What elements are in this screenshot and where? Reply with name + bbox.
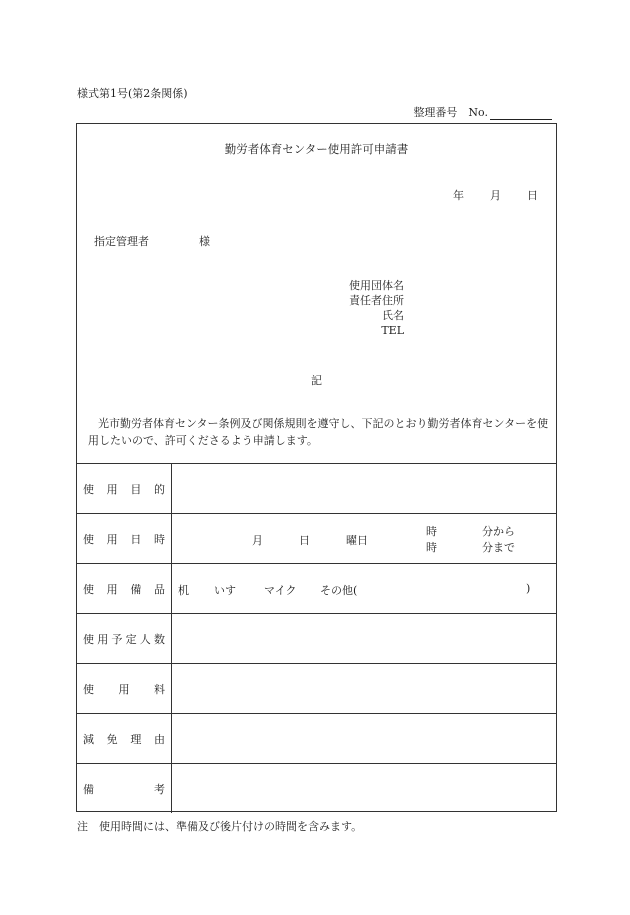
attendees-field[interactable] [172,614,556,663]
fee-field[interactable] [172,664,556,713]
datetime-field[interactable] [172,514,556,563]
detail-table [77,463,556,813]
row-label-equipment: 使 用 備 品 [77,564,172,613]
form-header [77,124,556,464]
equip-close-paren: ) [526,582,531,595]
row-label-remarks: 備 考 [77,764,172,813]
row-label-exemption: 減 免 理 由 [77,714,172,763]
application-statement: 光市勤労者体育センター条例及び関係規則を遵守し、下記のとおり勤労者体育センターを使用したいので、許可くださるよう申請します。 [88,417,549,447]
table-row [77,713,556,763]
form-title: 勤労者体育センター使用許可申請書 [224,142,409,156]
exemption-reason-field[interactable] [172,714,556,763]
dt-hour-start: 時 [426,525,437,538]
control-number-field[interactable] [490,107,552,120]
table-row [77,763,556,813]
control-number [413,104,552,120]
equip-other: その他( [320,584,358,597]
dt-weekday: 曜日 [346,534,368,547]
applicant-tel: TEL [381,324,404,337]
dt-month: 月 [252,534,263,547]
equipment-field[interactable] [172,564,556,613]
dt-hour-end: 時 [426,541,437,554]
applicant-group: 使用団体名 [349,279,404,292]
date-month: 月 [490,189,501,202]
row-label-fee: 使 用 料 [77,664,172,713]
date-year: 年 [453,189,464,202]
ki-marker: 記 [311,374,322,387]
table-row [77,563,556,613]
row-label-attendees: 使 用 予 定 人 数 [77,614,172,663]
table-row [77,513,556,563]
row-label-datetime: 使 用 日 時 [77,514,172,563]
form-reference: 様式第1号(第2条関係) [77,87,188,100]
equip-chair: いす [214,584,236,597]
applicant-address: 責任者住所 [349,294,404,307]
application-form [76,123,557,812]
addressee-name: 指定管理者 [94,235,149,248]
equip-mic: マイク [264,584,297,597]
remarks-field[interactable] [172,764,556,813]
applicant-block [349,278,404,338]
purpose-field[interactable] [172,464,556,513]
addressee-honorific: 様 [199,235,210,248]
date-day: 日 [527,189,538,202]
dt-day: 日 [299,534,310,547]
applicant-name: 氏名 [382,309,404,322]
control-number-label: 整理番号 No. [413,106,488,119]
table-row [77,463,556,513]
addressee [94,233,210,249]
date-line [427,187,538,203]
table-row [77,663,556,713]
dt-from: 分から [482,525,515,538]
row-label-purpose: 使 用 目 的 [77,464,172,513]
table-row [77,613,556,663]
equip-desk: 机 [178,584,189,597]
dt-to: 分まで [482,541,515,554]
footnote: 注 使用時間には、準備及び後片付けの時間を含みます。 [77,820,363,833]
